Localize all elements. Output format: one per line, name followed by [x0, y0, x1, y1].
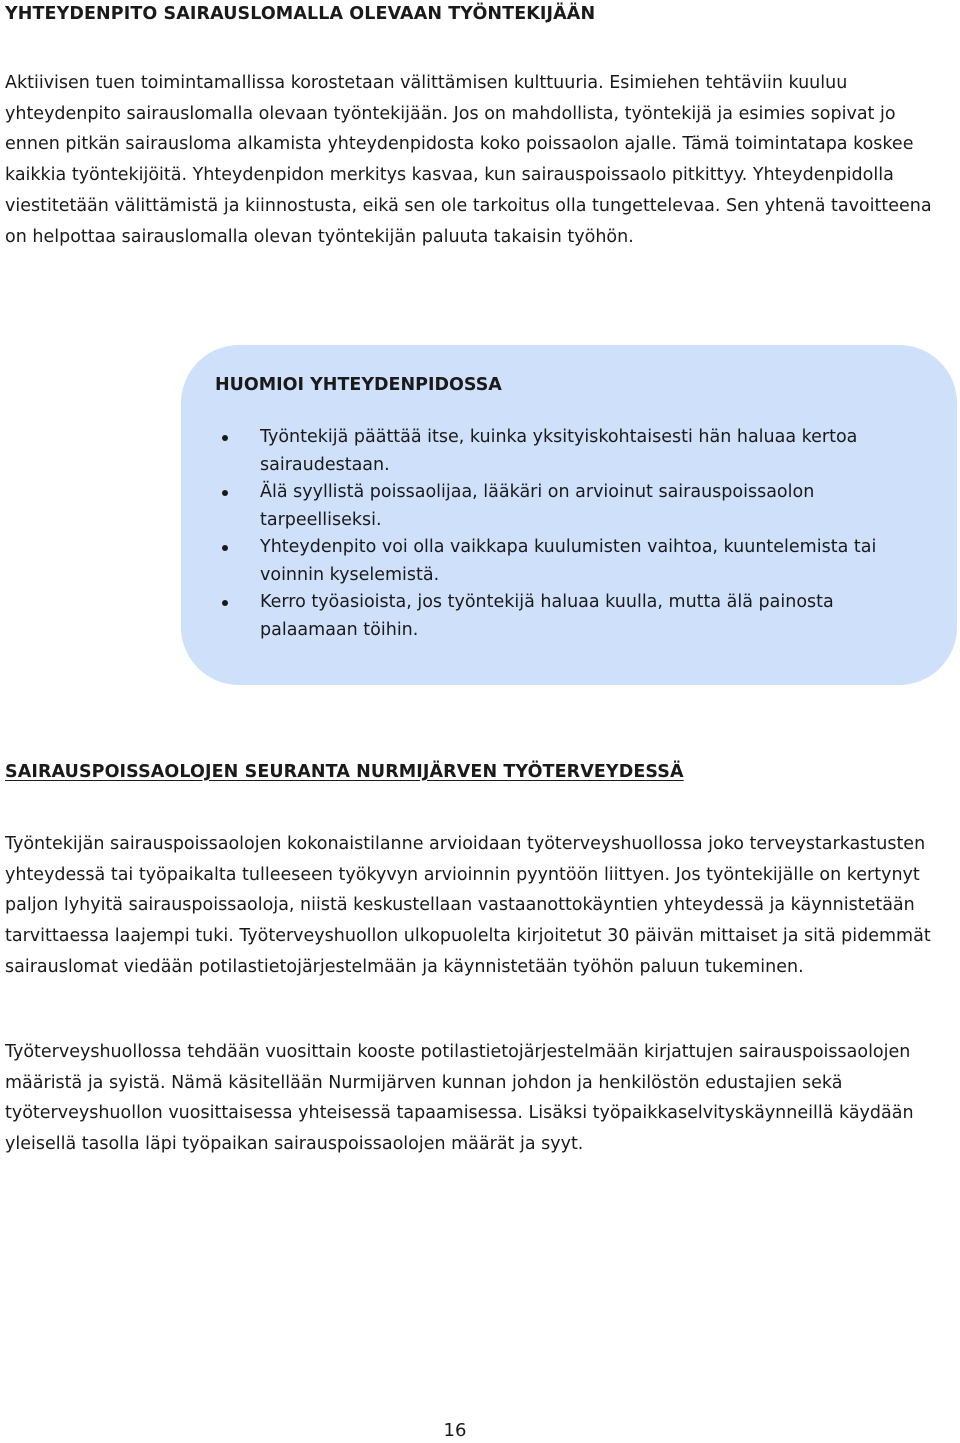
callout-box	[181, 345, 957, 685]
list-item-text: Yhteydenpito voi olla vaikkapa kuulumisten vaihtoa, kuuntelemista tai voinnin kyselemistä.	[260, 537, 877, 585]
list-item	[215, 589, 935, 644]
list-item	[215, 534, 935, 589]
list-item-text: Älä syyllistä poissaolijaa, lääkäri on arvioinut sairauspoissaolon tarpeelliseksi.	[260, 482, 815, 530]
callout-title: HUOMIOI YHTEYDENPIDOSSA	[215, 375, 502, 395]
bullet-icon	[222, 490, 228, 496]
section-heading-contact: YHTEYDENPITO SAIRAUSLOMALLA OLEVAAN TYÖNTEKIJÄÄN	[5, 4, 596, 24]
list-item	[215, 424, 935, 479]
bullet-icon	[222, 545, 228, 551]
bullet-icon	[222, 600, 228, 606]
callout-list	[215, 424, 935, 644]
intro-paragraph: Aktiivisen tuen toimintamallissa korostetaan välittämisen kulttuuria. Esimiehen tehtäviin kuuluu yhteydenpito sairauslomalla olevaan työntekijään. Jos on mahdollista, työntekijä ja esimies sopivat jo ennen pitkän sairausloma alkamista yhteydenpidosta koko poissaolon ajalle. Tämä toimintatapa koskee kaikkia työntekijöitä. Yhteydenpidon merkitys kasvaa, kun sairauspoissaolo pitkittyy. Yhteydenpidolla viestitetään välittämistä ja kiinnostusta, eikä sen ole tarkoitus olla tungettelevaa. Sen yhtenä tavoitteena on helpottaa sairauslomalla olevan työntekijän paluuta takaisin työhön.	[5, 73, 932, 247]
bullet-icon	[222, 435, 228, 441]
section-heading-monitoring: SAIRAUSPOISSAOLOJEN SEURANTA NURMIJÄRVEN TYÖTERVEYDESSÄ	[5, 762, 684, 782]
list-item-text: Työntekijä päättää itse, kuinka yksityiskohtaisesti hän haluaa kertoa sairaudestaan.	[260, 427, 858, 475]
list-item	[215, 479, 935, 534]
list-item-text: Kerro työasioista, jos työntekijä haluaa kuulla, mutta älä painosta palaamaan töihin.	[260, 592, 834, 640]
monitoring-paragraph-2: Työterveyshuollossa tehdään vuosittain kooste potilastietojärjestelmään kirjattujen sairauspoissaolojen määristä ja syistä. Nämä käsitellään Nurmijärven kunnan johdon ja henkilöstön edustajien sekä työterveyshuollon vuosittaisessa yhteisessä tapaamisessa. Lisäksi työpaikkaselvityskäynneillä käydään yleisellä tasolla läpi työpaikan sairauspoissaolojen määrät ja syyt.	[5, 1042, 914, 1155]
page-number: 16	[443, 1420, 467, 1441]
monitoring-paragraph-1: Työntekijän sairauspoissaolojen kokonaistilanne arvioidaan työterveyshuollossa joko terveystarkastusten yhteydessä tai työpaikalta tulleeseen työkyvyn arvioinnin pyyntöön liittyen. Jos työntekijälle on kertynyt paljon lyhyitä sairauspoissaoloja, niistä keskustellaan vastaanottokäyntien yhteydessä ja käynnistetään tarvittaessa laajempi tuki. Työterveyshuollon ulkopuolelta kirjoitetut 30 päivän mittaiset ja sitä pidemmät sairauslomat viedään potilastietojärjestelmään ja käynnistetään työhön paluun tukeminen.	[5, 834, 931, 977]
